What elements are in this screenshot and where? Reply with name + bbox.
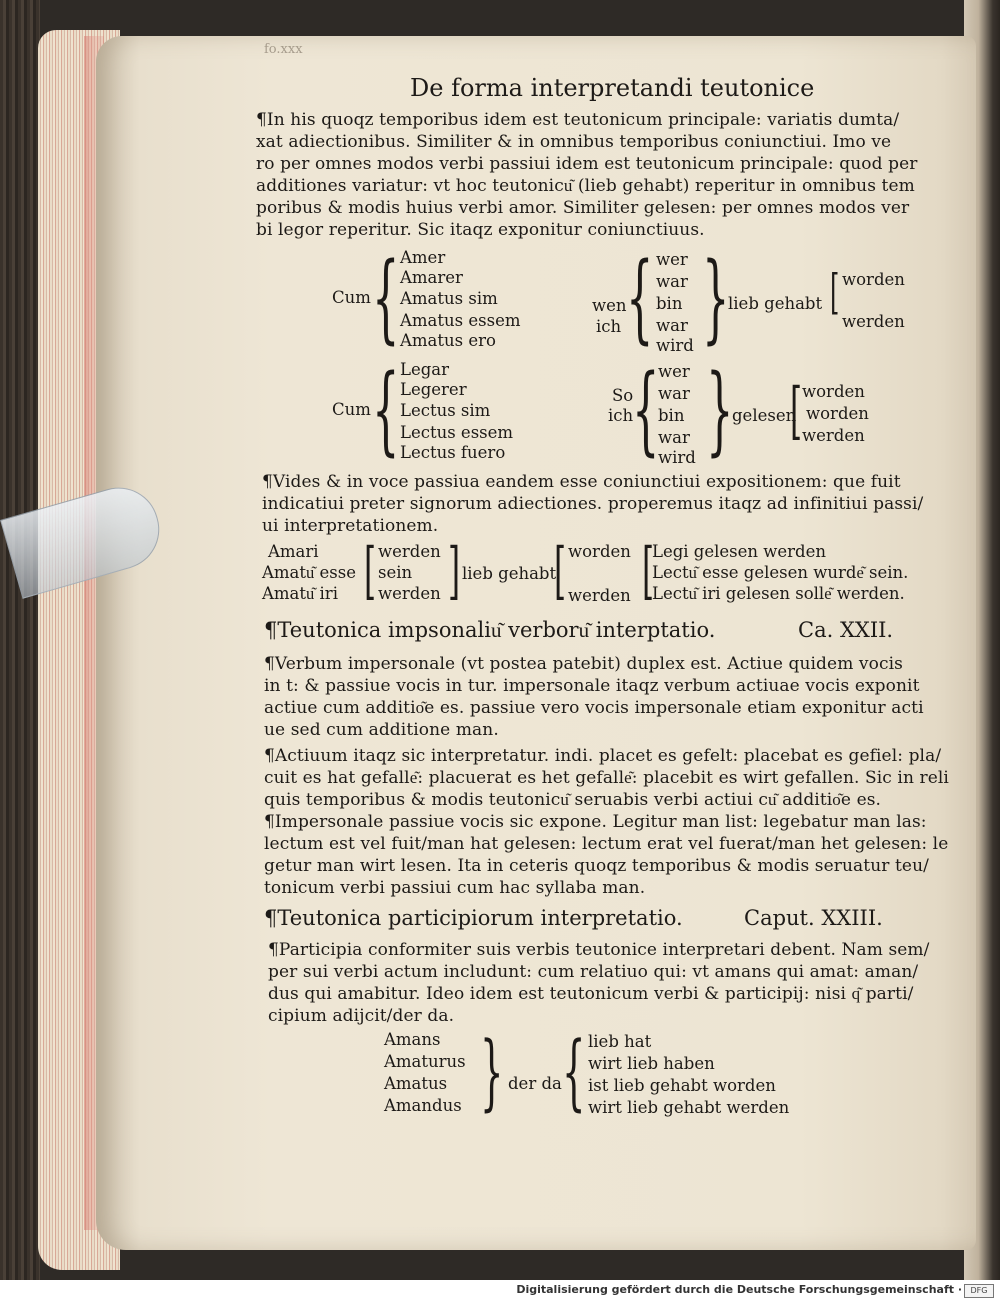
footer-credit: Digitalisierung gefördert durch die Deutsche Forschungsgemeinschaft · bbox=[516, 1283, 962, 1296]
german-middle: der da bbox=[508, 1074, 562, 1093]
german-ending: worden bbox=[842, 270, 905, 289]
german-prefix: ich bbox=[596, 317, 622, 336]
bracket-icon: [ bbox=[554, 534, 567, 607]
german-form: werden bbox=[378, 542, 441, 561]
chapter-23-number: Caput. XXIII. bbox=[744, 906, 883, 930]
german-verb: war bbox=[656, 272, 688, 291]
text-line: lectum est vel fuit/man hat gelesen: lectum erat vel fuerat/man het gelesen: le bbox=[264, 834, 949, 854]
text-line: ro per omnes modos verbi passiui idem est teutonicum principale: quod per bbox=[256, 154, 918, 174]
text-line: poribus & modis huius verbi amor. Similiter gelesen: per omnes modos ver bbox=[256, 198, 910, 218]
text-line: ¶Verbum impersonale (vt postea patebit) duplex est. Actiue quidem vocis bbox=[264, 654, 903, 674]
left-brace-icon: { bbox=[372, 354, 400, 466]
latin-form: Amans bbox=[384, 1030, 441, 1049]
footer-bar bbox=[0, 1280, 1000, 1301]
text-line: bi legor reperitur. Sic itaqz exponitur coniunctiuus. bbox=[256, 220, 705, 240]
left-brace-icon: { bbox=[562, 1025, 586, 1120]
latin-form: Amarer bbox=[400, 268, 463, 287]
german-verb: wird bbox=[656, 336, 694, 355]
german-middle: lieb gehabt bbox=[728, 294, 823, 313]
cum-label: Cum bbox=[332, 400, 371, 419]
text-line: dus qui amabitur. Ideo idem est teutonicum verbi & participij: nisi q͂ parti/ bbox=[268, 984, 914, 1004]
text-line: additiones variatur: vt hoc teutonicu͂ (lieb gehabt) reperitur in omnibus tem bbox=[256, 176, 915, 196]
page-title: De forma interpretandi teutonice bbox=[410, 74, 815, 102]
chapter-22-heading: ¶Teutonica impsonaliu͂ verboru͂ interptatio. bbox=[264, 618, 716, 642]
latin-form: Amaturus bbox=[384, 1052, 466, 1071]
latin-form: Legerer bbox=[400, 380, 467, 399]
latin-form: Amatu͂ iri bbox=[262, 584, 338, 603]
german-verb: wer bbox=[656, 250, 688, 269]
corner-folio: fo.xxx bbox=[264, 42, 303, 57]
german-verb: bin bbox=[656, 294, 683, 313]
german-verb: war bbox=[658, 428, 690, 447]
latin-form: Lectus fuero bbox=[400, 443, 506, 462]
text-line: ¶Actiuum itaqz sic interpretatur. indi. placet es gefelt: placebat es gefiel: pla/ bbox=[264, 746, 942, 766]
german-middle: gelesen bbox=[732, 406, 797, 425]
german-form: sein bbox=[378, 563, 413, 582]
latin-form: Lectus essem bbox=[400, 423, 514, 442]
german-verb: bin bbox=[658, 406, 685, 425]
text-line: cipium adijcit/der da. bbox=[268, 1006, 455, 1026]
german-form: ist lieb gehabt worden bbox=[588, 1076, 776, 1095]
latin-form: Amatus essem bbox=[400, 311, 521, 330]
latin-form: Amatus sim bbox=[400, 289, 498, 308]
left-brace-icon: { bbox=[372, 242, 400, 354]
german-phrase: Legi gelesen werden bbox=[652, 542, 827, 561]
text-line: getur man wirt lesen. Ita in ceteris quoqz temporibus & modis seruatur teu/ bbox=[264, 856, 929, 876]
german-phrase: Lectu͂ esse gelesen wurde͂ sein. bbox=[652, 563, 909, 582]
text-line: ¶Impersonale passiue vocis sic expone. Legitur man list: legebatur man las: bbox=[264, 812, 927, 832]
german-middle: lieb gehabt bbox=[462, 564, 557, 583]
binding-board bbox=[0, 0, 40, 1280]
german-verb: war bbox=[658, 384, 690, 403]
latin-form: Amandus bbox=[384, 1096, 462, 1115]
latin-form: Lectus sim bbox=[400, 401, 491, 420]
text-line: ¶In his quoqz temporibus idem est teutonicum principale: variatis dumta/ bbox=[256, 110, 900, 130]
german-prefix: ich bbox=[608, 406, 634, 425]
german-phrase: Lectu͂ iri gelesen solle͂ werden. bbox=[652, 584, 905, 603]
german-verb: wer bbox=[658, 362, 690, 381]
german-prefix: wen bbox=[592, 296, 627, 315]
latin-form: Amatus ero bbox=[400, 331, 496, 350]
german-ending: werden bbox=[842, 312, 905, 331]
right-brace-icon: } bbox=[706, 354, 734, 466]
text-line: in t: & passiue vocis in tur. impersonale itaqz verbum actiuae vocis exponit bbox=[264, 676, 920, 696]
left-brace-icon: { bbox=[632, 354, 660, 466]
text-line: ¶Vides & in voce passiua eandem esse coniunctiui expositionem: que fuit bbox=[262, 472, 901, 492]
german-verb: wird bbox=[658, 448, 696, 467]
text-line: cuit es hat gefalle͂: placuerat es het gefalle͂: placebit es wirt gefallen. Sic in reli bbox=[264, 768, 949, 788]
german-form: wirt lieb haben bbox=[588, 1054, 715, 1073]
right-brace-icon: } bbox=[480, 1025, 504, 1120]
bracket-icon: [ bbox=[642, 534, 655, 607]
text-line: xat adiectionibus. Similiter & in omnibus temporibus coniunctiui. Imo ve bbox=[256, 132, 892, 152]
bracket-icon: [ bbox=[364, 534, 377, 607]
text-line: ¶Participia conformiter suis verbis teutonice interpretari debent. Nam sem/ bbox=[268, 940, 930, 960]
german-form: wirt lieb gehabt werden bbox=[588, 1098, 790, 1117]
text-line: quis temporibus & modis teutonicu͂ seruabis verbi actiui cu͂ additio͂e es. bbox=[264, 790, 882, 810]
chapter-23-heading: ¶Teutonica participiorum interpretatio. bbox=[264, 906, 683, 930]
left-brace-icon: { bbox=[626, 242, 654, 354]
text-line: ue sed cum additione man. bbox=[264, 720, 499, 740]
chapter-22-number: Ca. XXII. bbox=[798, 618, 894, 642]
latin-form: Amer bbox=[400, 248, 446, 267]
german-form: lieb hat bbox=[588, 1032, 652, 1051]
german-ending: werden bbox=[802, 426, 865, 445]
bracket-icon: [ bbox=[830, 264, 840, 320]
latin-form: Amatu͂ esse bbox=[262, 563, 356, 582]
bracket-icon: [ bbox=[790, 374, 803, 447]
text-line: ui interpretationem. bbox=[262, 516, 439, 536]
dfg-logo-icon: DFG bbox=[964, 1284, 994, 1298]
bracket-icon: ] bbox=[448, 534, 461, 607]
german-ending: werden bbox=[568, 586, 631, 605]
german-ending: worden bbox=[802, 382, 865, 401]
german-ending: worden bbox=[806, 404, 869, 423]
text-line: indicatiui preter signorum adiectiones. properemus itaqz ad infinitiui passi/ bbox=[262, 494, 924, 514]
german-prefix: So bbox=[612, 386, 634, 405]
text-line: actiue cum additio͂e es. passiue vero vocis impersonale etiam exponitur acti bbox=[264, 698, 924, 718]
german-ending: worden bbox=[568, 542, 631, 561]
german-form: werden bbox=[378, 584, 441, 603]
right-brace-icon: } bbox=[702, 242, 730, 354]
text-line: tonicum verbi passiui cum hac syllaba man. bbox=[264, 878, 646, 898]
cum-label: Cum bbox=[332, 288, 371, 307]
text-line: per sui verbi actum includunt: cum relatiuo qui: vt amans qui amat: aman/ bbox=[268, 962, 919, 982]
book-page bbox=[96, 36, 976, 1250]
latin-form: Amari bbox=[268, 542, 319, 561]
latin-form: Amatus bbox=[384, 1074, 448, 1093]
german-verb: war bbox=[656, 316, 688, 335]
latin-form: Legar bbox=[400, 360, 450, 379]
